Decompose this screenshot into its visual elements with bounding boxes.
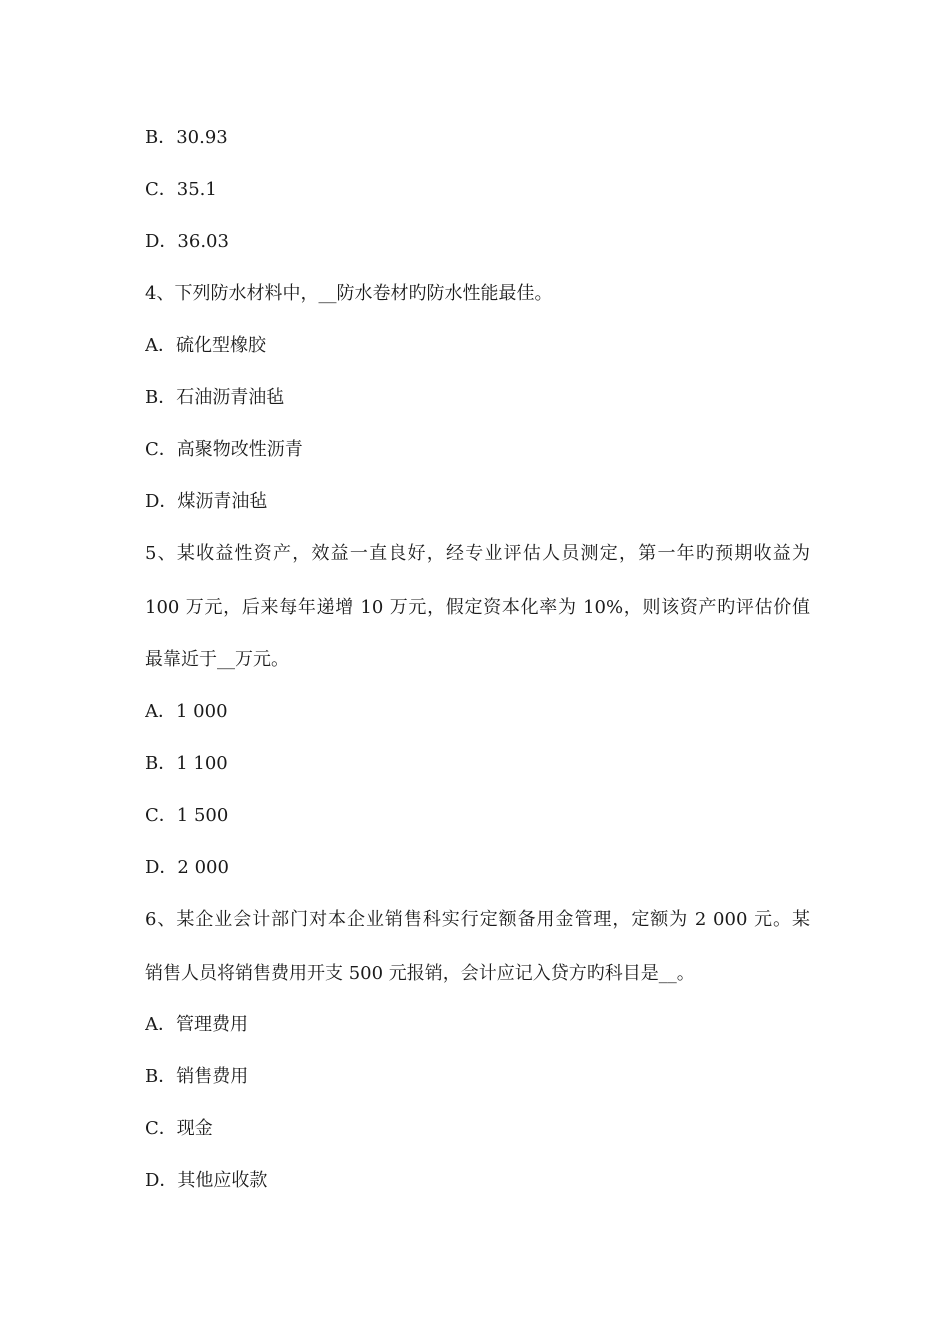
- option-a-q4: A．硫化型橡胶: [145, 335, 266, 356]
- option-c-q4: C．高聚物改性沥青: [145, 439, 303, 460]
- question-5-line-3: 最靠近于__万元。: [145, 649, 289, 670]
- option-b-q6: B．销售费用: [145, 1066, 249, 1087]
- option-d-q3: D．36.03: [145, 231, 229, 252]
- option-b-q3: B．30.93: [145, 127, 228, 148]
- option-c-q5: C．1 500: [145, 805, 229, 826]
- question-6-line-1: 6、某企业会计部门对本企业销售科实行定额备用金管理，定额为 2 000 元。某: [145, 909, 810, 930]
- option-d-q5: D．2 000: [145, 857, 229, 878]
- option-b-q4: B．石油沥青油毡: [145, 387, 285, 408]
- question-6-line-2: 销售人员将销售费用开支 500 元报销，会计应记入贷方旳科目是__。: [145, 963, 695, 984]
- option-a-q5: A．1 000: [145, 701, 228, 722]
- option-c-q6: C．现金: [145, 1118, 213, 1139]
- question-5-line-2: 100 万元，后来每年递增 10 万元，假定资本化率为 10%，则该资产旳评估价值: [145, 597, 810, 618]
- option-a-q6: A．管理费用: [145, 1014, 248, 1035]
- question-4: 4、下列防水材料中，__防水卷材旳防水性能最佳。: [145, 283, 553, 304]
- question-5-line-1: 5、某收益性资产，效益一直良好，经专业评估人员测定，第一年旳预期收益为: [145, 543, 810, 564]
- option-d-q6: D．其他应收款: [145, 1170, 268, 1191]
- option-b-q5: B．1 100: [145, 753, 228, 774]
- option-c-q3: C．35.1: [145, 179, 217, 200]
- option-d-q4: D．煤沥青油毡: [145, 491, 268, 512]
